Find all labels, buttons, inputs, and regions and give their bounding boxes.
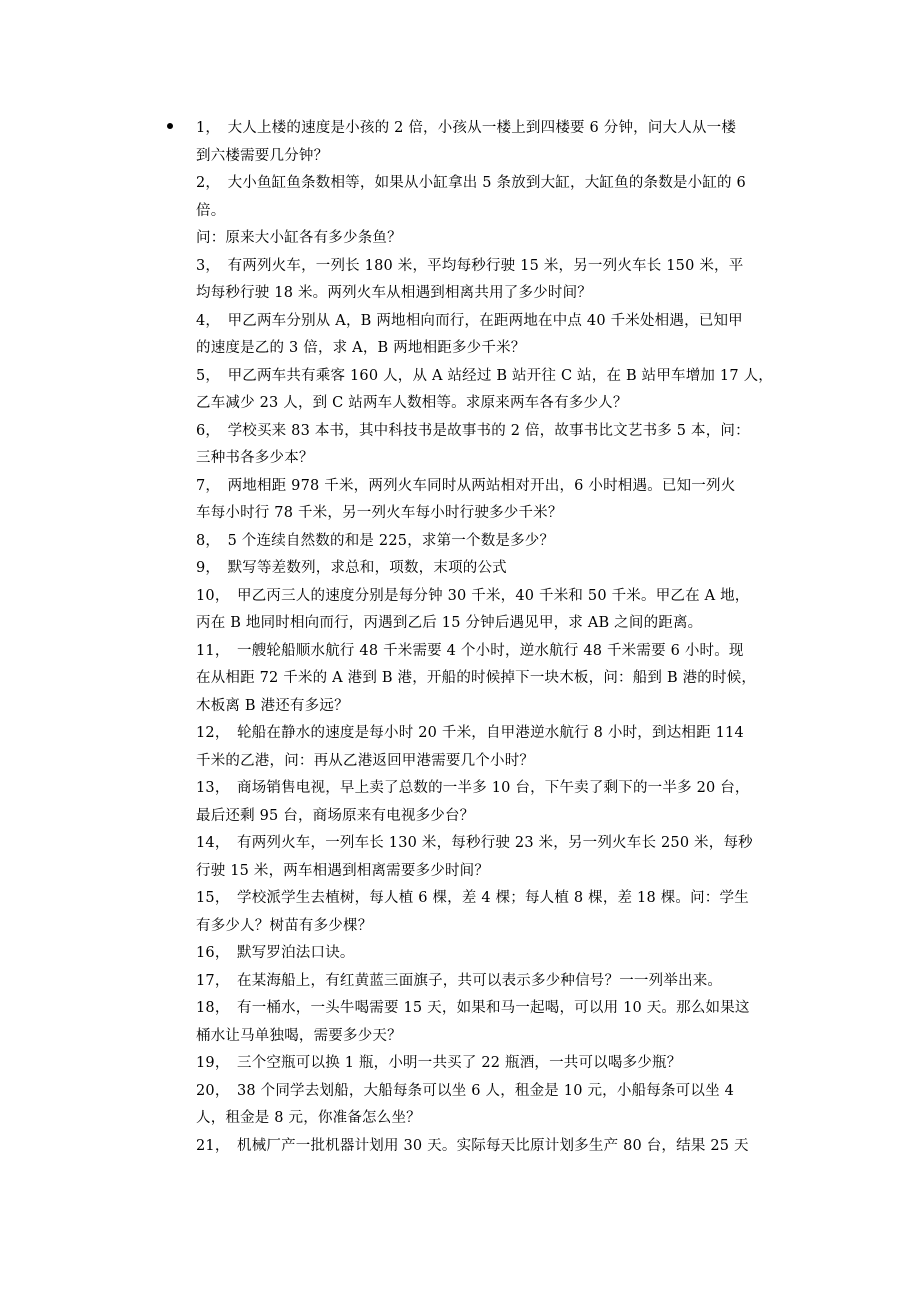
text-line: 乙车减少 23 人，到 C 站两车人数相等。求原来两车各有多少人？ [196,395,628,411]
text-line: 1， 大人上楼的速度是小孩的 2 倍，小孩从一楼上到四楼要 6 分钟，问大人从一楼 [196,120,737,136]
text-line: 6， 学校买来 83 本书，其中科技书是故事书的 2 倍，故事书比文艺书多 5 本，问： [196,422,750,439]
text-line: 14， 有两列火车，一列车长 130 米，每秒行驶 23 米，另一列火车长 250 米，每秒 [196,835,753,851]
text-line: 17， 在某海船上，有红黄蓝三面旗子，共可以表示多少种信号？一一列举出来。 [196,972,723,989]
text-line: 10， 甲乙丙三人的速度分别是每分钟 30 千米，40 千米和 50 千米。甲乙在 A 地， [196,587,750,604]
text-line: 21， 机械厂产一批机器计划用 30 天。实际每天比原计划多生产 80 台，结果 25 天 [196,1137,749,1154]
text-line: 均每秒行驶 18 米。两列火车从相遇到相离共用了多少时间？ [196,285,592,301]
text-line: 19， 三个空瓶可以换 1 瓶，小明一共买了 22 瓶酒，一共可以喝多少瓶？ [196,1055,682,1071]
text-line: 有多少人？树苗有多少棵？ [196,917,373,934]
text-line: 千米的乙港，问：再从乙港返回甲港需要几个小时？ [196,752,535,769]
text-line: 问：原来大小缸各有多少条鱼？ [196,230,402,246]
text-line: 三种书各多少本？ [196,450,314,466]
text-line: 9， 默写等差数列，求总和，项数，末项的公式 [196,560,507,576]
text-line: 12， 轮船在静水的速度是每小时 20 千米，自甲港逆水航行 8 小时，到达相距 114 [196,725,744,741]
text-line: 的速度是乙的 3 倍，求 A，B 两地相距多少千米？ [196,340,526,356]
text-line: 8， 5 个连续自然数的和是 225，求第一个数是多少？ [196,532,555,549]
text-line: 人，租金是 8 元，你准备怎么坐？ [196,1110,421,1126]
text-line: 在从相距 72 千米的 A 港到 B 港，开船的时候掉下一块木板，问：船到 B 港的时候， [196,670,757,686]
text-line: 车每小时行 78 千米，另一列火车每小时行驶多少千米？ [196,505,563,521]
text-line: 丙在 B 地同时相向而行，丙遇到乙后 15 分钟后遇见甲，求 AB 之间的距离。 [196,615,703,631]
text-line: 行驶 15 米，两车相遇到相离需要多少时间？ [196,862,490,879]
text-line: 11， 一艘轮船顺水航行 48 千米需要 4 个小时，逆水航行 48 千米需要 6 小时。现 [196,642,744,659]
text-line: 2， 大小鱼缸鱼条数相等，如果从小缸拿出 5 条放到大缸，大缸鱼的条数是小缸的 6 [196,175,746,191]
text-line: 桶水让马单独喝，需要多少天？ [196,1027,402,1044]
text-line: 4， 甲乙两车分别从 A，B 两地相向而行，在距两地在中点 40 千米处相遇，已知甲 [196,312,743,329]
text-line: 15， 学校派学生去植树，每人植 6 棵，差 4 棵；每人植 8 棵，差 18 棵。问：学生 [196,890,749,906]
text-line: 18， 有一桶水，一头牛喝需要 15 天，如果和马一起喝，可以用 10 天。那么如果这 [196,1000,750,1016]
text-line: 倍。 [196,202,226,219]
text-line: 最后还剩 95 台，商场原来有电视多少台？ [196,807,475,824]
text-line: 木板离 B 港还有多远？ [196,697,349,714]
text-line: 20， 38 个同学去划船，大船每条可以坐 6 人，租金是 10 元，小船每条可以坐 4 [196,1082,735,1099]
text-line: 16， 默写罗泊法口诀。 [196,945,355,961]
text-line: 13， 商场销售电视，早上卖了总数的一半多 10 台，下午卖了剩下的一半多 20 台， [196,780,750,796]
text-line: 7， 两地相距 978 千米，两列火车同时从两站相对开出，6 小时相遇。已知一列火 [196,477,736,494]
list-bullet [167,123,173,129]
text-line: 3， 有两列火车，一列长 180 米，平均每秒行驶 15 米，另一列火车长 150 米，平 [196,257,744,274]
text-line: 到六楼需要几分钟？ [196,147,329,164]
text-line: 5， 甲乙两车共有乘客 160 人，从 A 站经过 B 站开往 C 站，在 B 站甲车增加 17 人， [196,367,773,384]
problem-list [196,115,786,1160]
